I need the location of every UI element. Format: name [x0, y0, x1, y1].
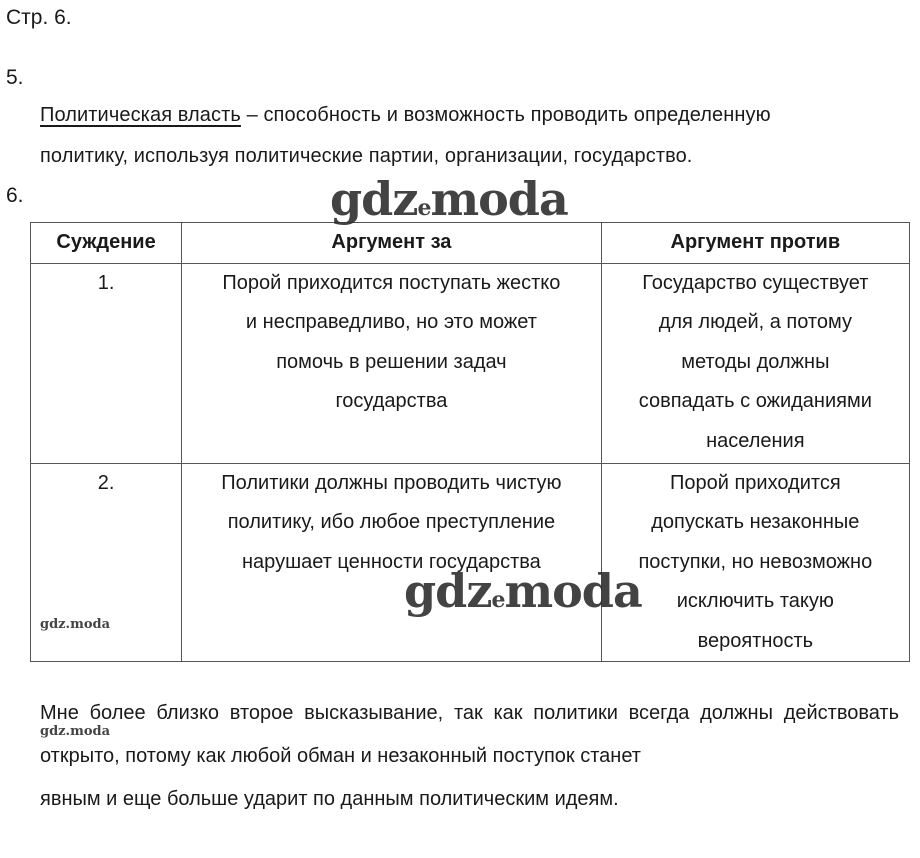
conclusion-main: Мне более близко второе высказывание, так как политики всегда должны действовать открыто, потому как любой обман и незаконный поступок станет [40, 702, 899, 767]
header-argument-for: Аргумент за [182, 223, 601, 264]
watermark-logo: gdzemoda [404, 564, 642, 618]
row-2-against [601, 463, 909, 662]
cell-line: помочь в решении задач [276, 350, 507, 373]
cell-line: Порой приходится [669, 471, 841, 494]
header-judgement: Суждение [31, 223, 182, 264]
task-5-number: 5. [6, 66, 24, 89]
cell-line: и несправедливо, но это может [245, 311, 537, 333]
cell-line: допускать незаконные [651, 511, 860, 533]
cell-line: для людей, а потому [658, 311, 852, 333]
table-row [31, 463, 910, 662]
watermark-logo: gdzemoda [330, 172, 568, 226]
row-1-against [601, 263, 909, 463]
cell-line: совпадать с ожиданиями [638, 390, 872, 412]
watermark-small: gdz.moda [40, 724, 111, 739]
task-6-number: 6. [6, 184, 24, 207]
definition-line-2: политику, используя политические партии, организации, государство. [40, 145, 693, 167]
header-argument-against: Аргумент против [601, 223, 909, 264]
table-row [31, 263, 910, 463]
cell-line: вероятность [697, 629, 814, 652]
cell-line: политику, ибо любое преступление [227, 511, 556, 533]
cell-line: государства [335, 390, 448, 412]
page-label: Стр. 6. [6, 6, 72, 29]
cell-line: Государство существует [642, 271, 869, 294]
cell-line: Политики должны проводить чистую [221, 471, 562, 494]
definition-term: Политическая власть [40, 104, 241, 126]
watermark-small: gdz.moda [40, 617, 111, 632]
row-2-judgement: 2. [31, 463, 182, 662]
conclusion-paragraph [40, 692, 899, 821]
cell-line: поступки, но невозможно [638, 550, 873, 573]
row-1-judgement: 1. [31, 263, 182, 463]
cell-line: методы должны [681, 350, 830, 373]
cell-line: нарушает ценности государства [242, 550, 541, 573]
cell-line: Порой приходится поступать жестко [222, 271, 561, 294]
definition-line-1 [40, 104, 771, 127]
row-2-for [182, 463, 601, 662]
table-header-row [31, 223, 910, 264]
conclusion-last-line: явным и еще больше ударит по данным политическим идеям. [40, 788, 619, 810]
row-1-for [182, 263, 601, 463]
cell-line: населения [706, 429, 805, 452]
definition-text: – способность и возможность проводить определенную [240, 104, 771, 126]
cell-line: исключить такую [676, 590, 834, 612]
